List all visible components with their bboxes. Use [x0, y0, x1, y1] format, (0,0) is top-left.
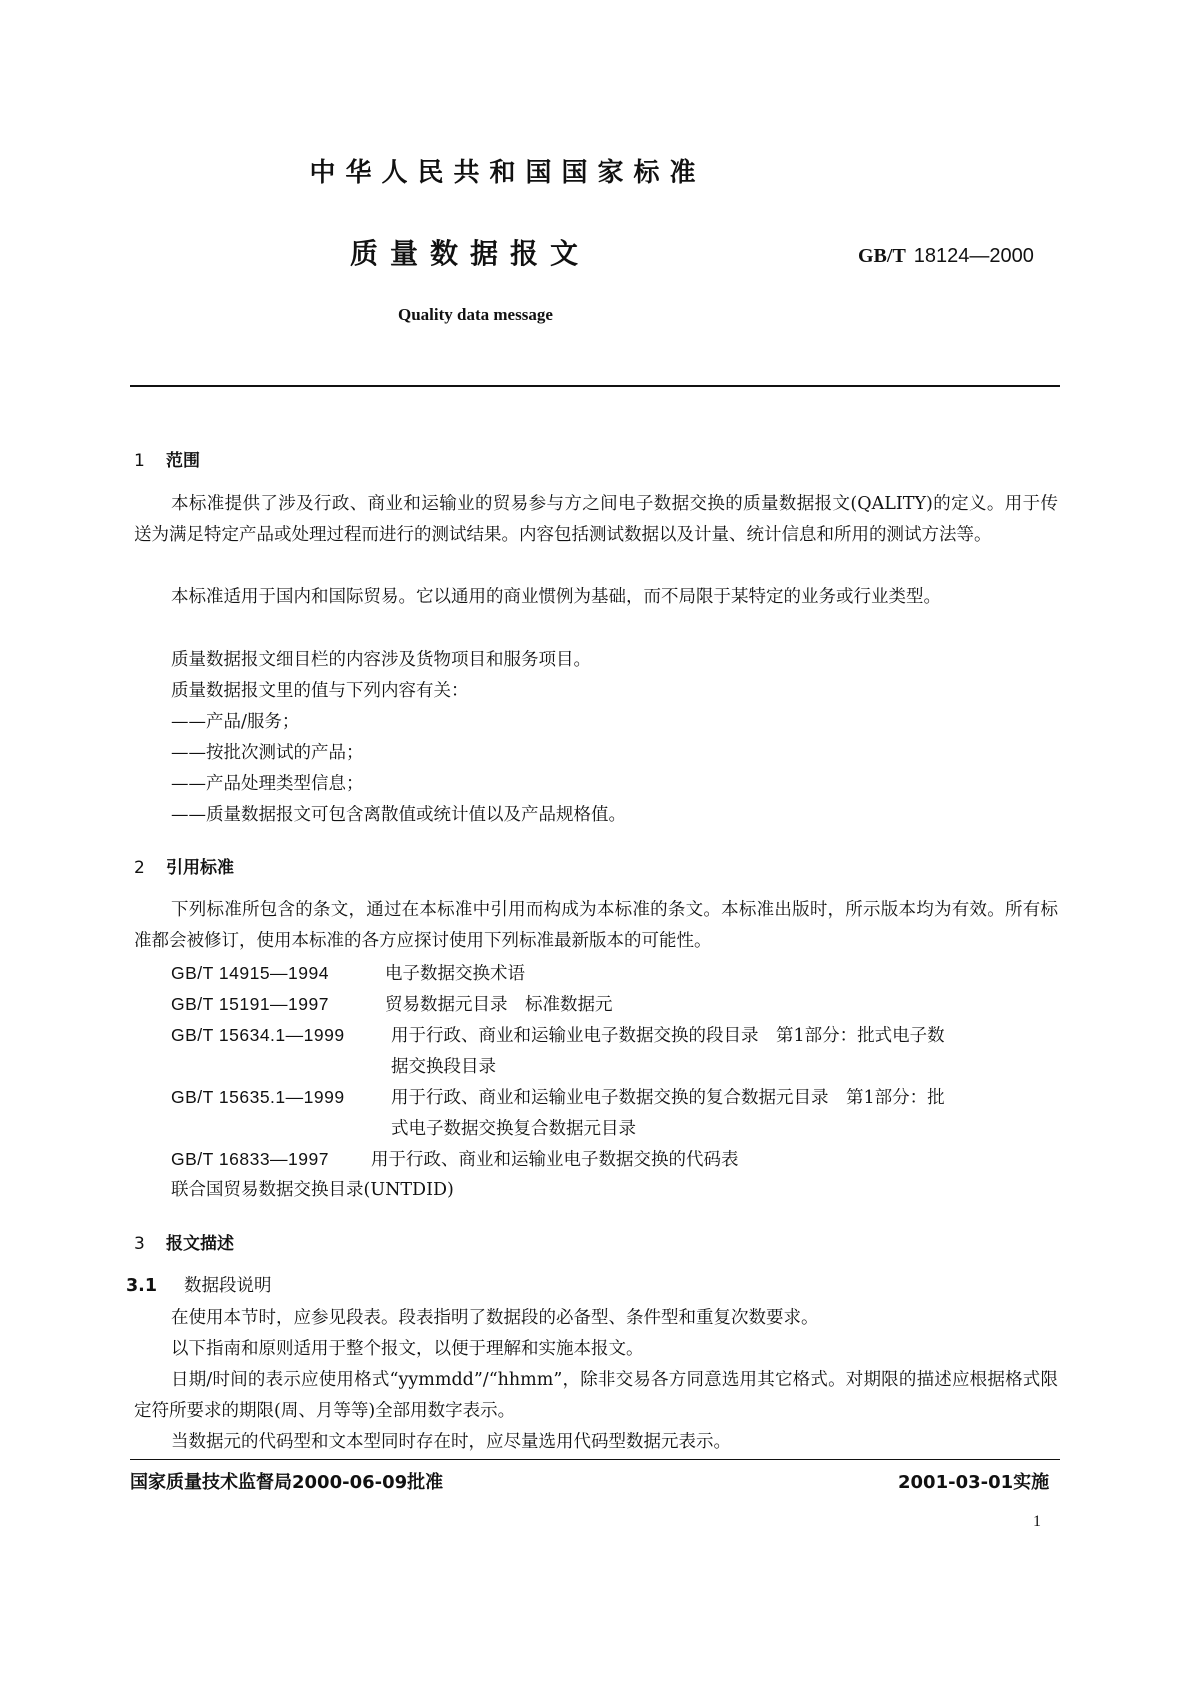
standard-code: 18124—2000: [913, 245, 1034, 267]
reference-code: GB/T 15635.1—1999: [171, 1087, 345, 1107]
section-number: 2: [134, 858, 145, 878]
section-3-paragraph-1: 在使用本节时，应参见段表。段表指明了数据段的必备型、条件型和重复次数要求。: [171, 1308, 819, 1328]
standard-prefix: GB/T: [858, 245, 906, 267]
reference-item: [171, 1020, 1058, 1083]
header-divider: [130, 385, 1060, 387]
reference-code: GB/T 16833—1997: [171, 1149, 329, 1169]
approval-date: 国家质量技术监督局2000-06-09批准: [130, 1472, 444, 1493]
document-title: 质量数据报文: [350, 237, 591, 270]
list-item: ——按批次测试的产品；: [171, 743, 364, 763]
list-item: ——产品处理类型信息；: [171, 774, 364, 794]
reference-title: 贸易数据元目录 标准数据元: [385, 995, 613, 1015]
subsection-number: 3.1: [126, 1276, 158, 1296]
section-1-paragraph-4: 质量数据报文里的值与下列内容有关：: [171, 681, 469, 701]
english-title: Quality data message: [398, 305, 553, 324]
section-1-paragraph-2: 本标准适用于国内和国际贸易。它以通用的商业惯例为基础，而不局限于某特定的业务或行业类型。: [171, 587, 941, 607]
reference-code: GB/T 14915—1994: [171, 963, 329, 983]
subsection-3-1-heading: [126, 1272, 272, 1297]
effective-date: 2001-03-01实施: [898, 1472, 1050, 1493]
reference-item: [171, 1082, 1058, 1145]
section-title: 引用标准: [166, 858, 234, 878]
section-title: 范围: [166, 451, 200, 471]
page-number: 1: [1033, 1513, 1041, 1530]
reference-item: [171, 1144, 1058, 1176]
section-title: 报文描述: [166, 1234, 234, 1254]
footer-divider: [130, 1459, 1060, 1460]
reference-title: 电子数据交换术语: [385, 964, 525, 984]
section-1-heading: [134, 446, 200, 471]
section-2-paragraph-1: 下列标准所包含的条文，通过在本标准中引用而构成为本标准的条文。本标准出版时，所示版本均为有效。所有标准都会被修订，使用本标准的各方应探讨使用下列标准最新版本的可能性。: [134, 900, 1058, 951]
reference-title: 用于行政、商业和运输业电子数据交换的复合数据元目录 第1部分：批: [391, 1088, 945, 1108]
reference-code: GB/T 15191—1997: [171, 994, 329, 1014]
reference-item: [171, 958, 1058, 990]
reference-title-continued: 据交换段目录: [391, 1057, 496, 1077]
section-1-paragraph-3: 质量数据报文细目栏的内容涉及货物项目和服务项目。: [171, 650, 591, 670]
reference-title: 用于行政、商业和运输业电子数据交换的代码表: [371, 1150, 739, 1170]
standard-number: [858, 243, 1034, 268]
section-3-paragraph-4: 当数据元的代码型和文本型同时存在时，应尽量选用代码型数据元表示。: [171, 1432, 731, 1452]
reference-title-continued: 式电子数据交换复合数据元目录: [391, 1119, 636, 1139]
reference-item: [171, 989, 1058, 1021]
reference-title: 用于行政、商业和运输业电子数据交换的段目录 第1部分：批式电子数: [391, 1026, 945, 1046]
section-3-paragraph-2: 以下指南和原则适用于整个报文，以便于理解和实施本报文。: [171, 1339, 644, 1359]
subsection-title: 数据段说明: [184, 1276, 272, 1296]
section-number: 3: [134, 1234, 145, 1254]
section-2-heading: [134, 853, 234, 878]
section-1-paragraph-1: 本标准提供了涉及行政、商业和运输业的贸易参与方之间电子数据交换的质量数据报文(QALITY)的定义。用于传送为满足特定产品或处理过程而进行的测试结果。内容包括测试数据以及计量、统计信息和所用的测试方法等。: [134, 494, 1058, 545]
section-3-paragraph-3: 日期/时间的表示应使用格式“yymmdd”/“hhmm”，除非交易各方同意选用其它格式。对期限的描述应根据格式限定符所要求的期限(周、月等等)全部用数字表示。: [134, 1370, 1058, 1421]
untdid-reference: 联合国贸易数据交换目录(UNTDID): [171, 1180, 454, 1200]
section-number: 1: [134, 451, 145, 471]
section-3-heading: [134, 1229, 234, 1254]
national-standard-heading: 中华人民共和国国家标准: [309, 158, 706, 188]
reference-code: GB/T 15634.1—1999: [171, 1025, 345, 1045]
list-item: ——质量数据报文可包含离散值或统计值以及产品规格值。: [171, 805, 626, 825]
list-item: ——产品/服务；: [171, 712, 300, 732]
